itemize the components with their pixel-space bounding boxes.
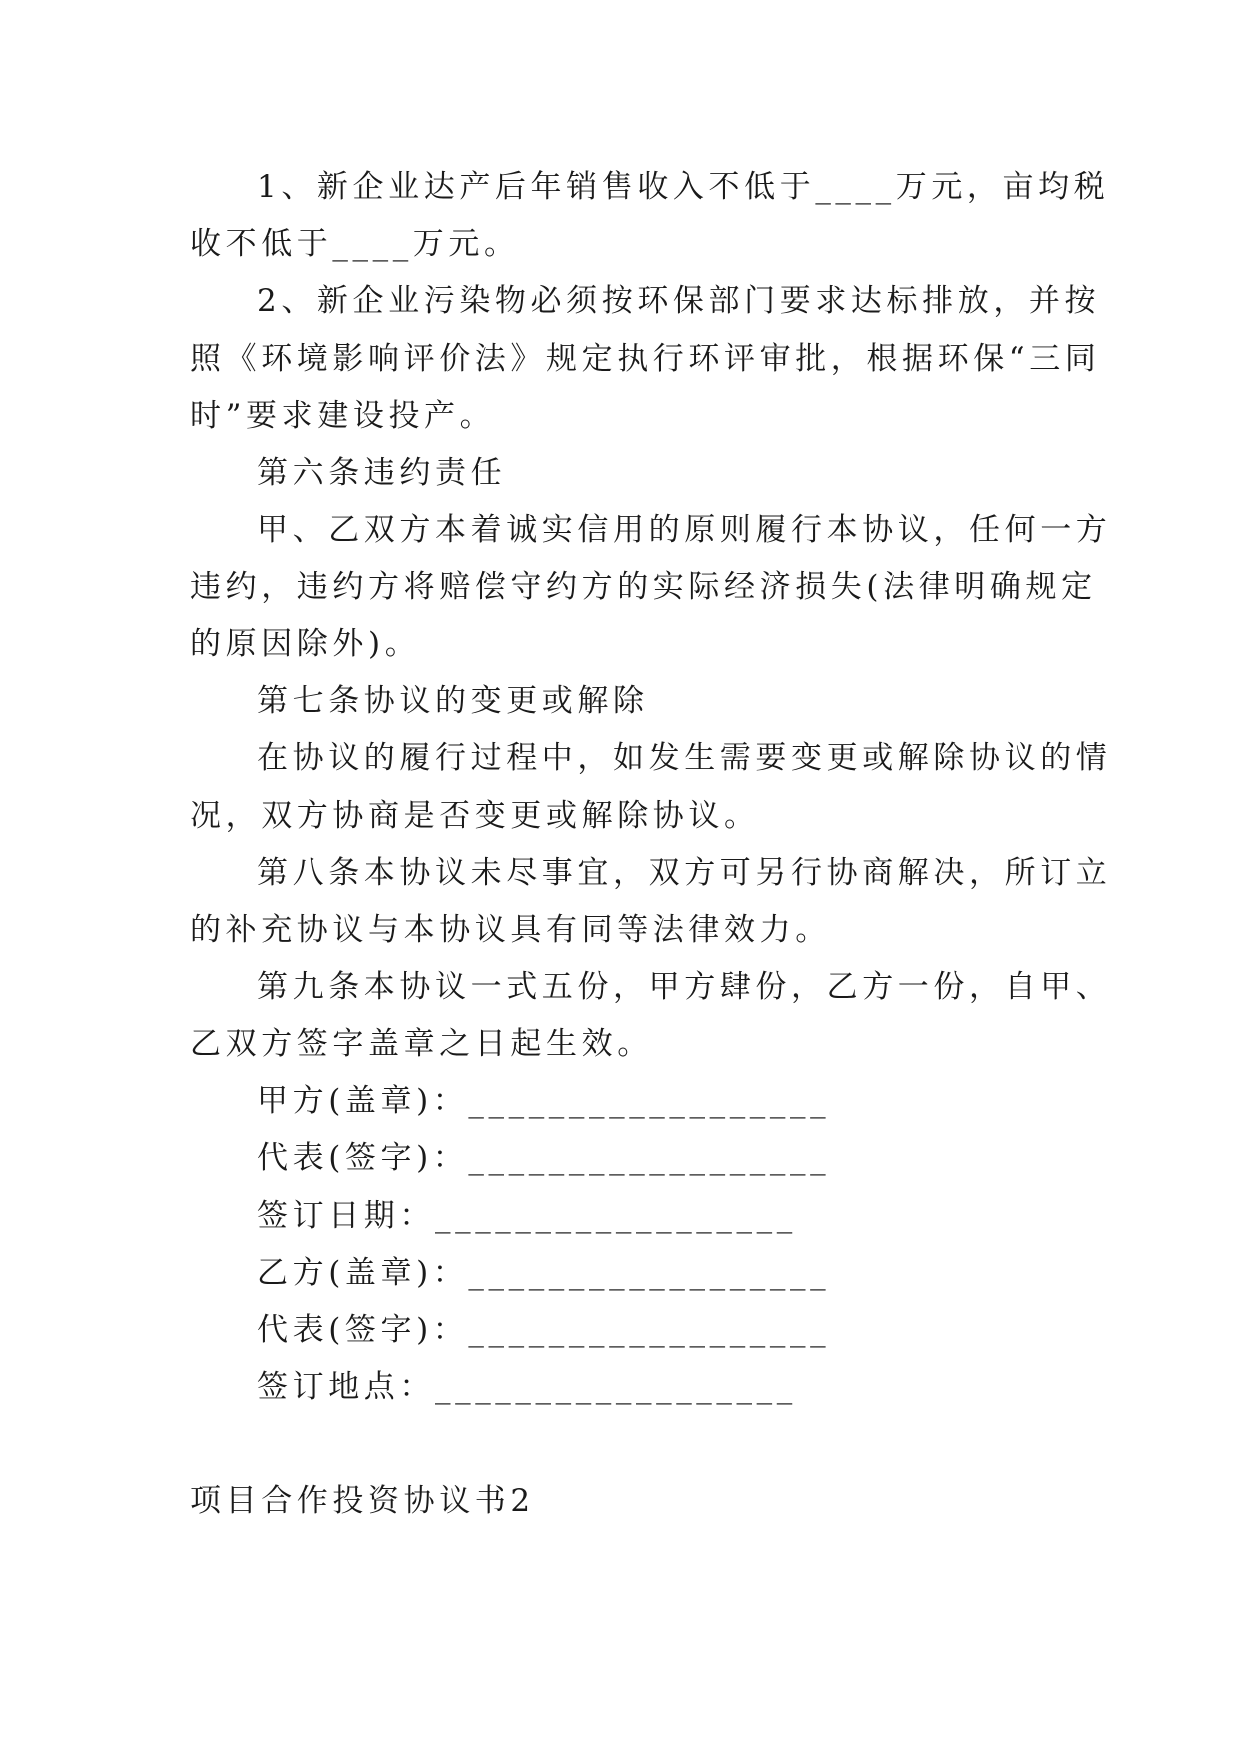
clause-7-heading: 第七条协议的变更或解除 xyxy=(257,683,649,719)
clause-6-body-line-3: 的原因除外)。 xyxy=(190,626,421,662)
clause-6-body-line-2: 违约，违约方将赔偿守约方的实际经济损失(法律明确规定 xyxy=(190,569,1097,605)
signature-signing-date: 签订日期：__________________ xyxy=(257,1198,797,1234)
clause-5-item-2-line-1: 2、新企业污染物必须按环保部门要求达标排放，并按 xyxy=(257,283,1101,319)
clause-8-line-1: 第八条本协议未尽事宜，双方可另行协商解决，所订立 xyxy=(257,855,1112,891)
clause-5-item-2-line-2: 照《环境影响评价法》规定执行环评审批，根据环保“三同 xyxy=(190,341,1101,377)
clause-6-body-line-1: 甲、乙双方本着诚实信用的原则履行本协议，任何一方 xyxy=(257,512,1112,548)
clause-9-line-2: 乙双方签字盖章之日起生效。 xyxy=(190,1026,653,1062)
clause-5-item-2-line-3: 时”要求建设投产。 xyxy=(190,398,496,434)
next-document-title: 项目合作投资协议书2 xyxy=(190,1483,535,1519)
clause-5-item-1-line-2: 收不低于____万元。 xyxy=(190,226,520,262)
signature-party-a-representative: 代表(签字)：__________________ xyxy=(257,1140,831,1176)
clause-9-line-1: 第九条本协议一式五份，甲方肆份，乙方一份，自甲、 xyxy=(257,969,1112,1005)
clause-6-heading: 第六条违约责任 xyxy=(257,455,507,491)
clause-7-body-line-2: 况，双方协商是否变更或解除协议。 xyxy=(190,798,760,834)
clause-8-line-2: 的补充协议与本协议具有同等法律效力。 xyxy=(190,912,831,948)
signature-party-b-representative: 代表(签字)：__________________ xyxy=(257,1312,831,1348)
signature-signing-place: 签订地点：__________________ xyxy=(257,1369,797,1405)
clause-7-body-line-1: 在协议的履行过程中，如发生需要变更或解除协议的情 xyxy=(257,740,1112,776)
signature-party-a-seal: 甲方(盖章)：__________________ xyxy=(257,1083,831,1119)
clause-5-item-1-line-1: 1、新企业达产后年销售收入不低于____万元，亩均税 xyxy=(257,169,1110,205)
signature-party-b-seal: 乙方(盖章)：__________________ xyxy=(257,1255,831,1291)
